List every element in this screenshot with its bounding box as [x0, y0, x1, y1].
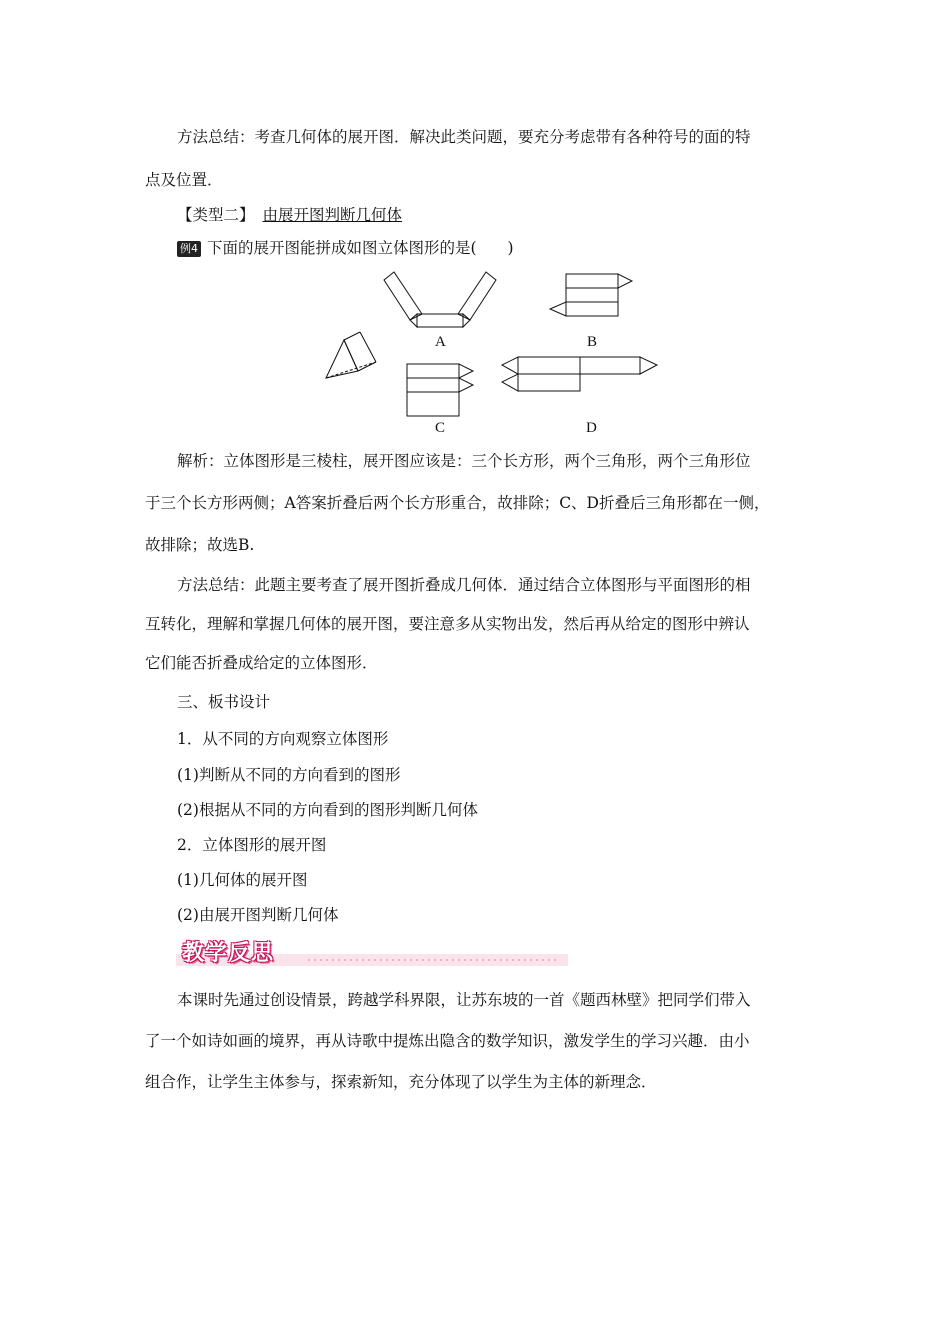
board-item: 2．立体图形的展开图 — [177, 836, 327, 854]
example-question-text: 下面的展开图能拼成如图立体图形的是( ) — [207, 239, 514, 257]
reflection-line: 本课时先通过创设情景，跨越学科界限，让苏东坡的一首《题西林壁》把同学们带入 — [177, 991, 751, 1009]
reflection-line: 组合作，让学生主体参与，探索新知，充分体现了以学生为主体的新理念． — [145, 1073, 657, 1091]
analysis-line: 故排除；故选B. — [145, 536, 255, 554]
analysis-line: 于三个长方形两侧；A答案折叠后两个长方形重合，故排除；C、D折叠后三角形都在一侧， — [145, 494, 770, 512]
method-summary-line: 方法总结：考查几何体的展开图．解决此类问题，要充分考虑带有各种符号的面的特 — [177, 128, 751, 146]
reflection-title: 教学反思 — [182, 941, 275, 966]
option-label-a: A — [435, 334, 446, 350]
net-a — [384, 272, 496, 327]
reflection-banner — [176, 934, 568, 968]
banner-dots — [306, 958, 556, 962]
net-c — [407, 364, 473, 416]
type-tag: 【类型二】 — [177, 206, 255, 224]
method-summary-line: 互转化，理解和掌握几何体的展开图，要注意多从实物出发，然后再从给定的图形中辨认 — [145, 615, 750, 633]
board-item: 1．从不同的方向观察立体图形 — [177, 730, 389, 748]
option-label-b: B — [587, 334, 598, 350]
board-heading: 三、板书设计 — [177, 693, 271, 711]
reflection-line: 了一个如诗如画的境界，再从诗歌中提炼出隐含的数学知识，激发学生的学习兴趣．由小 — [145, 1032, 750, 1050]
board-subitem: (1)判断从不同的方向看到的图形 — [177, 766, 401, 784]
analysis-line: 解析：立体图形是三棱柱，展开图应该是：三个长方形，两个三角形，两个三角形位 — [177, 452, 751, 470]
nets-figure — [318, 268, 668, 438]
example-badge: 例4 — [177, 241, 201, 257]
board-subitem: (1)几何体的展开图 — [177, 871, 308, 889]
type-heading — [177, 205, 402, 225]
board-subitem: (2)由展开图判断几何体 — [177, 906, 339, 924]
method-summary-line: 点及位置． — [145, 171, 223, 189]
triangular-prism — [326, 332, 376, 378]
option-label-c: C — [435, 420, 446, 436]
type-topic: 由展开图判断几何体 — [262, 206, 403, 224]
method-summary-line: 方法总结：此题主要考查了展开图折叠成几何体．通过结合立体图形与平面图形的相 — [177, 576, 751, 594]
net-b — [550, 274, 632, 316]
example-question — [177, 238, 847, 258]
method-summary-line: 它们能否折叠成给定的立体图形． — [145, 654, 378, 672]
nets-svg — [318, 268, 668, 438]
option-label-d: D — [586, 420, 597, 436]
net-d — [502, 357, 657, 391]
board-subitem: (2)根据从不同的方向看到的图形判断几何体 — [177, 801, 478, 819]
